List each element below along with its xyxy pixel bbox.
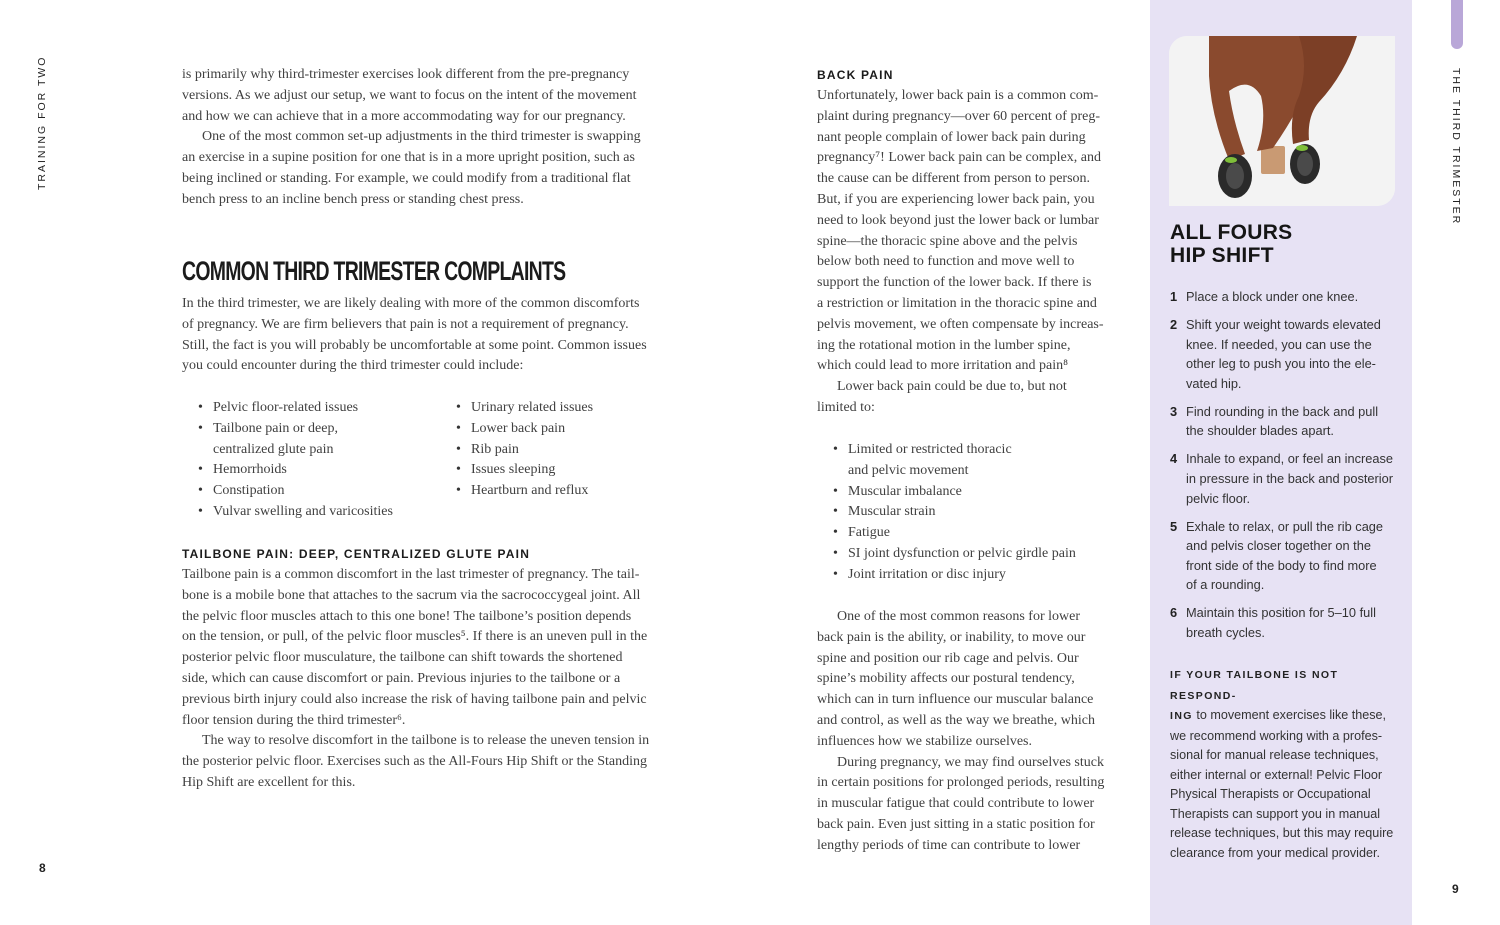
text-line: But, if you are experiencing lower back pain, you (817, 191, 1095, 207)
text-line: Lower back pain could be due to, but not (837, 379, 1067, 395)
text-line: in pressure in the back and posterior (1186, 470, 1393, 486)
step-number: 2 (1170, 316, 1178, 332)
text-line: we recommend working with a profes- (1170, 728, 1383, 743)
text-line: Still, the fact is you will probably be uncomfortable at some point. Common issues (182, 337, 647, 353)
text-line: In the third trimester, we are likely dealing with more of the common discomforts (182, 296, 640, 311)
text-line: and pelvis closer together on the (1186, 538, 1371, 554)
text-line: release techniques, but this may require (1170, 826, 1394, 840)
text-line: Shift your weight towards elevated (1186, 316, 1381, 332)
tailbone-tip (1170, 665, 1402, 863)
list-item-continuation (848, 461, 1138, 482)
text-line (1170, 706, 1402, 727)
reasons-body (817, 607, 1137, 857)
complaints-list-col2 (471, 398, 691, 502)
tip-text: to movement exercises like these, (1192, 708, 1387, 722)
list-item: • Hemorrhoids (213, 460, 453, 481)
text-line: Inhale to expand, or feel an increase (1186, 451, 1394, 467)
text-line: the posterior pelvic floor. Exercises such as the All-Fours Hip Shift or the Standing (182, 754, 648, 770)
text-line: sional for manual release techniques, (1170, 748, 1379, 762)
list-item: • Joint irritation or disc injury (848, 565, 1138, 586)
exercise-title (1170, 221, 1292, 267)
step-number: 4 (1170, 451, 1178, 467)
page-number-right: 9 (1452, 882, 1459, 896)
text-line: spine and position our rib cage and pelvis. Our (817, 650, 1079, 666)
running-head-right: THE THIRD TRIMESTER (1450, 68, 1462, 226)
text-line: During pregnancy, we may find ourselves stuck (837, 754, 1104, 770)
complaints-list-col1 (213, 398, 453, 523)
step-item (1170, 449, 1402, 508)
page-number-left: 8 (39, 861, 46, 875)
text-line: and pelvic movement (848, 462, 969, 478)
text-line: bone is a mobile bone that attaches to the sacrum via the sacrococcygeal joint. All (182, 587, 641, 603)
step-item (1170, 603, 1402, 642)
text-line: being inclined or standing. For example, we could modify from a traditional flat (182, 170, 631, 186)
complaints-intro (182, 294, 702, 377)
text-line: breath cycles. (1186, 624, 1265, 640)
back-pain-body (817, 86, 1137, 419)
exercise-photo (1169, 36, 1395, 206)
list-item: • Muscular imbalance (848, 482, 1138, 503)
back-pain-heading: BACK PAIN (817, 68, 894, 82)
step-number: 1 (1170, 289, 1178, 304)
text-line: Hip Shift are excellent for this. (182, 774, 356, 790)
text-line: you could encounter during the third trimester could include: (182, 358, 524, 374)
list-item: • Limited or restricted thoracic (848, 440, 1138, 461)
text-line: One of the most common reasons for lower (837, 609, 1080, 624)
text-line: One of the most common set-up adjustments in the third trimester is swapping (202, 129, 641, 145)
text-line: the cause can be different from person to person. (817, 171, 1091, 187)
step-number: 6 (1170, 605, 1178, 621)
text-line: spine’s mobility affects our postural tendency, (817, 671, 1075, 687)
text-line: vated hip. (1186, 375, 1242, 391)
text-line: pelvic floor. (1186, 490, 1251, 506)
chapter-tab (1451, 0, 1463, 49)
text-line: is primarily why third-trimester exercises look different from the pre-pregnancy (182, 67, 630, 82)
text-line: pelvis movement, we often compensate by increas- (817, 316, 1104, 332)
text-line: Maintain this position for 5–10 full (1186, 605, 1376, 621)
list-item-continuation (213, 440, 453, 461)
step-number: 5 (1170, 518, 1178, 534)
text-line: Unfortunately, lower back pain is a common com- (817, 88, 1099, 103)
tip-lead: IF YOUR TAILBONE IS NOT RESPOND- (1170, 669, 1339, 702)
text-line: of pregnancy. We are firm believers that pain is not a requirement of pregnancy. (182, 316, 629, 332)
back-pain-causes-list (848, 440, 1138, 586)
list-item: • Lower back pain (471, 419, 691, 440)
tailbone-heading: TAILBONE PAIN: DEEP, CENTRALIZED GLUTE PAIN (182, 547, 531, 561)
text-line: centralized glute pain (213, 441, 334, 457)
text-line: floor tension during the third trimester⁶. (182, 712, 406, 728)
all-fours-pose-illustration (1169, 36, 1395, 206)
text-line: spine—the thoracic spine above and the pelvis (817, 233, 1078, 249)
text-line: which could lead to more irritation and pain⁸ (817, 358, 1068, 374)
intro-paragraph-2 (182, 127, 702, 210)
text-line: below both need to function and move well to (817, 254, 1075, 270)
text-line: need to look beyond just the lower back or lumbar (817, 212, 1099, 228)
tip-lead: ING (1170, 710, 1193, 722)
text-line: back pain is the ability, or inability, to move our (817, 629, 1086, 645)
text-line: bench press to an incline bench press or standing chest press. (182, 191, 524, 207)
left-page-body (182, 65, 702, 211)
text-line: other leg to push you into the ele- (1186, 356, 1376, 372)
text-line: back pain. Even just sitting in a static position for (817, 816, 1095, 832)
text-line: on the tension, or pull, of the pelvic floor muscles⁵. If there is an uneven pull in the (182, 629, 648, 645)
text-line: plaint during pregnancy—over 60 percent of preg- (817, 108, 1101, 124)
title-line: ALL FOURS (1170, 221, 1293, 244)
text-line: pregnancy⁷! Lower back pain can be complex, and (817, 150, 1101, 166)
text-line: side, which can cause discomfort or pain. Previous injuries to the tailbone or a (182, 670, 621, 686)
text-line: and control, as well as the way we breathe, which (817, 712, 1095, 728)
exercise-steps (1170, 287, 1402, 651)
text-line: Physical Therapists or Occupational (1170, 787, 1371, 801)
text-line: limited to: (817, 399, 875, 415)
text-line: of a rounding. (1186, 577, 1265, 593)
list-item: • SI joint dysfunction or pelvic girdle pain (848, 544, 1138, 565)
text-line: Place a block under one knee. (1186, 289, 1359, 304)
text-line: knee. If needed, you can use the (1186, 336, 1372, 352)
text-line: influences how we stabilize ourselves. (817, 733, 1032, 749)
text-line: Exhale to relax, or pull the rib cage (1186, 518, 1384, 534)
text-line: posterior pelvic floor musculature, the tailbone can shift towards the shortened (182, 650, 623, 666)
list-item: • Urinary related issues (471, 398, 691, 419)
step-item (1170, 315, 1402, 393)
list-item: • Vulvar swelling and varicosities (213, 502, 453, 523)
text-line: clearance from your medical provider. (1170, 845, 1380, 860)
text-line: which can in turn influence our muscular balance (817, 692, 1094, 708)
tailbone-body (182, 565, 702, 794)
running-head-left: TRAINING FOR TWO (36, 55, 48, 190)
text-line: in certain positions for prolonged periods, resulting (817, 775, 1105, 791)
section-title: COMMON THIRD TRIMESTER COMPLAINTS (182, 256, 566, 286)
list-item: • Pelvic floor-related issues (213, 398, 453, 419)
text-line: Tailbone pain is a common discomfort in the last trimester of pregnancy. The tail- (182, 567, 640, 582)
text-line: Find rounding in the back and pull (1186, 403, 1379, 419)
list-item: • Issues sleeping (471, 460, 691, 481)
text-line: an exercise in a supine position for one that is in a more upright position, such as (182, 150, 635, 166)
text-line: front side of the body to find more (1186, 557, 1377, 573)
text-line: and how we can achieve that in a more accommodating way for our pregnancy. (182, 108, 626, 124)
intro-paragraph (182, 65, 702, 127)
text-line: Therapists can support you in manual (1170, 806, 1381, 821)
text-line: the shoulder blades apart. (1186, 423, 1334, 439)
text-line: a restriction or limitation in the thoracic spine and (817, 295, 1097, 311)
step-item (1170, 402, 1402, 441)
title-line: HIP SHIFT (1170, 244, 1274, 267)
text-line: previous birth injury could also increase the risk of having tailbone pain and pelvic (182, 691, 647, 707)
list-item: • Muscular strain (848, 502, 1138, 523)
text-line: The way to resolve discomfort in the tailbone is to release the uneven tension in (202, 733, 650, 749)
text-line: versions. As we adjust our setup, we want to focus on the intent of the movement (182, 87, 637, 103)
text-line: in muscular fatigue that could contribute to lower (817, 796, 1095, 812)
text-line (1170, 665, 1402, 706)
text-line: the pelvic floor muscles attach to this one bone! The tailbone’s position depends (182, 608, 632, 624)
step-item (1170, 517, 1402, 595)
list-item: • Constipation (213, 481, 453, 502)
list-item: • Heartburn and reflux (471, 481, 691, 502)
text-line: either internal or external! Pelvic Floor (1170, 767, 1383, 782)
text-line: nant people complain of lower back pain during (817, 129, 1086, 145)
step-number: 3 (1170, 403, 1178, 419)
text-line: ing the rotational motion in the lumber spine, (817, 337, 1071, 353)
step-item (1170, 287, 1402, 307)
text-line: lengthy periods of time can contribute to lower (817, 837, 1081, 853)
text-line: support the function of the lower back. If there is (817, 275, 1092, 291)
list-item: • Rib pain (471, 440, 691, 461)
list-item: • Fatigue (848, 523, 1138, 544)
list-item: • Tailbone pain or deep, (213, 419, 453, 440)
